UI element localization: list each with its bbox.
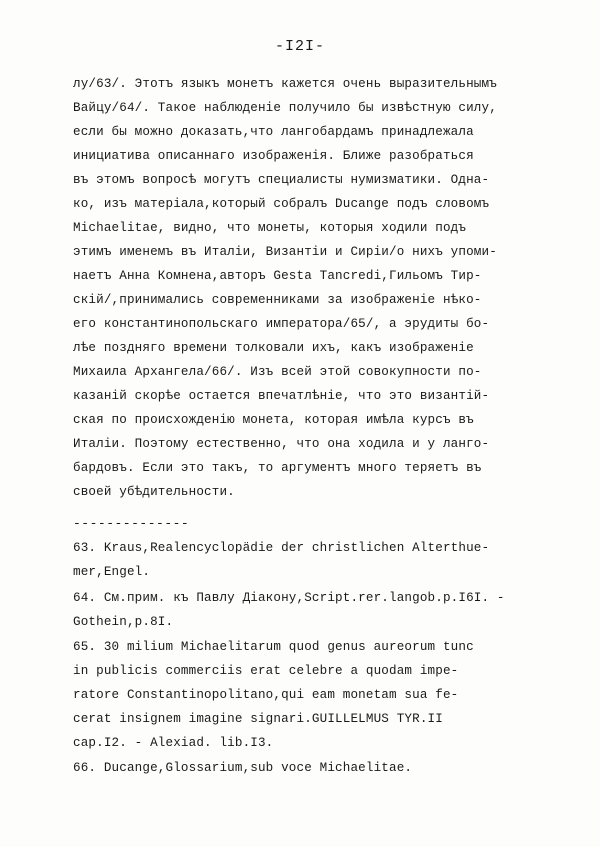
footnote-line: mer,Engel. <box>73 565 151 579</box>
body-line: въ этомъ вопросѣ могутъ специалисты нумизматики. Одна- <box>73 173 490 187</box>
footnote-line: in publicis commerciis erat celebre a quodam impe- <box>73 664 459 678</box>
footnote-line: cerat insignem imagine signari.GUILLELMUS TYR.II <box>73 712 443 726</box>
body-line: лу/63/. Этотъ языкъ монетъ кажется очень выразительнымъ <box>73 77 497 91</box>
footnote-line: cap.I2. - Alexiad. lib.I3. <box>73 736 274 750</box>
footnote-line: 63. Kraus,Realencyclopädie der christlichen Alterthue- <box>73 541 490 555</box>
footnote-line: 64. См.прим. къ Павлу Діакону,Script.rer.langob.p.I6I. - <box>73 591 505 605</box>
footnote-line: 65. 30 milium Michaelitarum quod genus aureorum tunc <box>73 640 474 654</box>
body-line: этимъ именемъ въ Италіи, Византіи и Сиріи/о нихъ упоми- <box>73 245 497 259</box>
body-line: Вайцу/64/. Такое наблюденіе получило бы извѣстную силу, <box>73 101 497 115</box>
body-line: его константинопольскаго императора/65/, а эрудиты бо- <box>73 317 490 331</box>
body-line: Михаила Архангела/66/. Изъ всей этой совокупности по- <box>73 365 482 379</box>
body-line: если бы можно доказать,что лангобардамъ принадлежала <box>73 125 474 139</box>
body-line: ская по происхожденію монета, которая имѣла курсъ въ <box>73 413 474 427</box>
body-line: наетъ Анна Комнена,авторъ Gesta Tancredi,Гильомъ Тир- <box>73 269 482 283</box>
body-line: скій/,принимались современниками за изображеніе нѣко- <box>73 293 482 307</box>
footnote-line: ratore Constantinopolitano,qui eam monetam sua fe- <box>73 688 459 702</box>
body-line: Michaelitae, видно, что монеты, которыя ходили подъ <box>73 221 467 235</box>
footnote-separator: -------------- <box>73 516 190 531</box>
body-line: лѣе поздняго времени толковали ихъ, какъ изображеніе <box>73 341 474 355</box>
body-line: своей убѣдительности. <box>73 485 235 499</box>
body-line: бардовъ. Если это такъ, то аргументъ много теряетъ въ <box>73 461 482 475</box>
body-line: инициатива описаннаго изображенія. Ближе разобраться <box>73 149 474 163</box>
body-line: ко, изъ матеріала,который собралъ Ducange подъ словомъ <box>73 197 490 211</box>
body-line: Италіи. Поэтому естественно, что она ходила и у лангo- <box>73 437 490 451</box>
footnote-line: 66. Ducange,Glossarium,sub voce Michaelitae. <box>73 761 413 775</box>
footnote-line: Gothein,p.8I. <box>73 615 174 629</box>
page-number: -I2I- <box>274 38 325 55</box>
body-line: казаній скорѣе остается впечатлѣніе, что это византій- <box>73 389 490 403</box>
